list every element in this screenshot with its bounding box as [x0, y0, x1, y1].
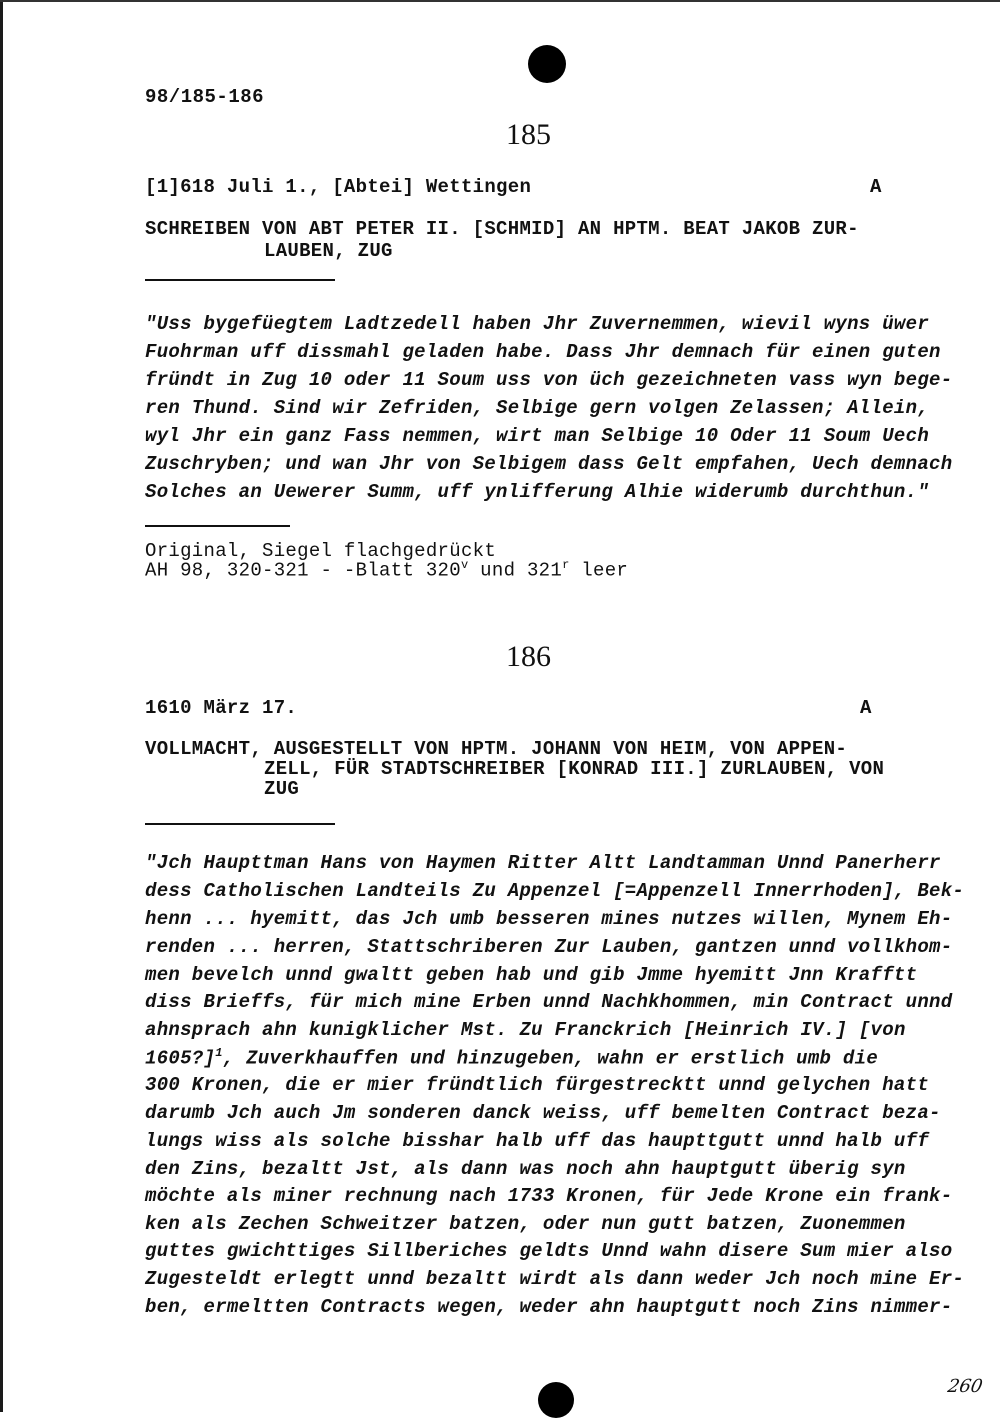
quote-line: dess Catholischen Landteils Zu Appenzel [=Appenzell Innerrhoden], Bek-: [145, 880, 965, 902]
quote-line: "Uss bygefüegtem Ladtzedell haben Jhr Zuvernemmen, wievil wyns üwer: [145, 313, 930, 335]
title-line: VOLLMACHT, AUSGESTELLT VON HPTM. JOHANN VON HEIM, VON APPEN-: [145, 738, 848, 760]
quote-line: "Jch Haupttman Hans von Haymen Ritter Altt Landtamman Unnd Panerherr: [145, 852, 941, 874]
classification-tag: A: [860, 697, 872, 719]
quote-line: darumb Jch auch Jm sonderen danck weiss, uff bemelten Contract beza-: [145, 1102, 941, 1124]
quote-line: diss Brieffs, für mich mine Erben unnd Nachkhommen, min Contract unnd: [145, 991, 953, 1013]
source-locator-suffix: leer: [569, 559, 629, 582]
document-number: 185: [506, 118, 551, 151]
document-number: 186: [506, 640, 551, 673]
king-name: Heinrich IV.: [695, 1019, 836, 1041]
punch-hole-top: [528, 45, 566, 83]
source-note: Original, Siegel flachgedrückt: [145, 540, 497, 562]
quote-line: lungs wiss als solche bisshar halb uff das haupttgutt unnd halb uff: [145, 1130, 930, 1152]
quote-line: renden ... herren, Stattschriberen Zur Lauben, gantzen unnd vollkhom-: [145, 936, 953, 958]
quote-line: ren Thund. Sind wir Zefriden, Selbige gern volgen Zelassen; Allein,: [145, 397, 930, 419]
quote-line: ken als Zechen Schweitzer batzen, oder nun gutt batzen, Zuonemmen: [145, 1213, 906, 1235]
divider: [145, 279, 335, 281]
quote-segment: ahnsprach ahn kunigklicher Mst. Zu Franckrich [: [145, 1019, 695, 1041]
quote-line: Fuohrman uff dissmahl geladen habe. Dass Jhr demnach für einen guten: [145, 341, 941, 363]
footnote-marker: 1: [215, 1046, 223, 1060]
title-line: LAUBEN, ZUG: [264, 240, 393, 262]
title-line: ZELL, FÜR STADTSCHREIBER [KONRAD III.] ZURLAUBEN, VON: [264, 758, 885, 780]
punch-hole-bottom: [538, 1382, 574, 1418]
quote-line: den Zins, bezaltt Jst, als dann was noch ahn hauptgutt überig syn: [145, 1158, 906, 1180]
quote-line: fründt in Zug 10 oder 11 Soum uss von üch gezeichneten vass wyn bege-: [145, 369, 953, 391]
quote-line: Solches an Uewerer Summ, uff ynlifferung Alhie widerumb durchthun.": [145, 481, 930, 503]
quote-segment: , Zuverkhauffen und hinzugeben, wahn er erstlich umb die: [222, 1047, 879, 1070]
verso-mark: v: [460, 558, 469, 572]
archive-reference: 98/185-186: [145, 86, 265, 108]
source-locator-prefix: AH 98, 320-321 - -Blatt 320: [145, 559, 461, 582]
quote-line: ben, ermeltten Contracts wegen, weder ahn hauptgutt noch Zins nimmer-: [145, 1296, 953, 1318]
scan-top-edge: [0, 0, 1000, 2]
source-locator: [145, 558, 628, 581]
quote-segment: ] [von: [835, 1019, 906, 1041]
scan-edge: [0, 0, 3, 1412]
quote-line: [145, 1046, 878, 1069]
quote-line: wyl Jhr ein ganz Fass nemmen, wirt man Selbige 10 Oder 11 Soum Uech: [145, 425, 930, 447]
handwritten-page-number: 260: [945, 1376, 984, 1397]
quote-line: Zuschryben; und wan Jhr von Selbigem dass Gelt empfahen, Uech demnach: [145, 453, 953, 475]
recto-mark: r: [562, 558, 570, 572]
title-line: SCHREIBEN VON ABT PETER II. [SCHMID] AN HPTM. BEAT JAKOB ZUR-: [145, 218, 859, 240]
quote-line: men bevelch unnd gwaltt geben hab und gib Jmme hyemitt Jnn Krafftt: [145, 964, 918, 986]
quote-line: [145, 1019, 906, 1041]
classification-tag: A: [870, 176, 882, 198]
quote-line: möchte als miner rechnung nach 1733 Kronen, für Jede Krone ein frank-: [145, 1185, 953, 1207]
divider: [145, 823, 335, 825]
date-place: 1610 März 17.: [145, 697, 298, 719]
divider: [145, 525, 290, 527]
quote-segment: 1605?]: [145, 1047, 216, 1070]
date-place: [1]618 Juli 1., [Abtei] Wettingen: [145, 176, 532, 198]
title-line: ZUG: [264, 778, 300, 800]
quote-line: guttes gwichttiges Sillberiches geldts Unnd wahn disere Sum mier also: [145, 1240, 953, 1262]
source-locator-mid: und 321: [468, 559, 563, 582]
quote-line: henn ... hyemitt, das Jch umb besseren mines nutzes willen, Mynem Eh-: [145, 908, 953, 930]
quote-line: 300 Kronen, die er mier fründtlich fürgestrecktt unnd gelychen hatt: [145, 1074, 930, 1096]
quote-line: Zugesteldt erlegtt unnd bezaltt wirdt als dann weder Jch noch mine Er-: [145, 1268, 965, 1290]
